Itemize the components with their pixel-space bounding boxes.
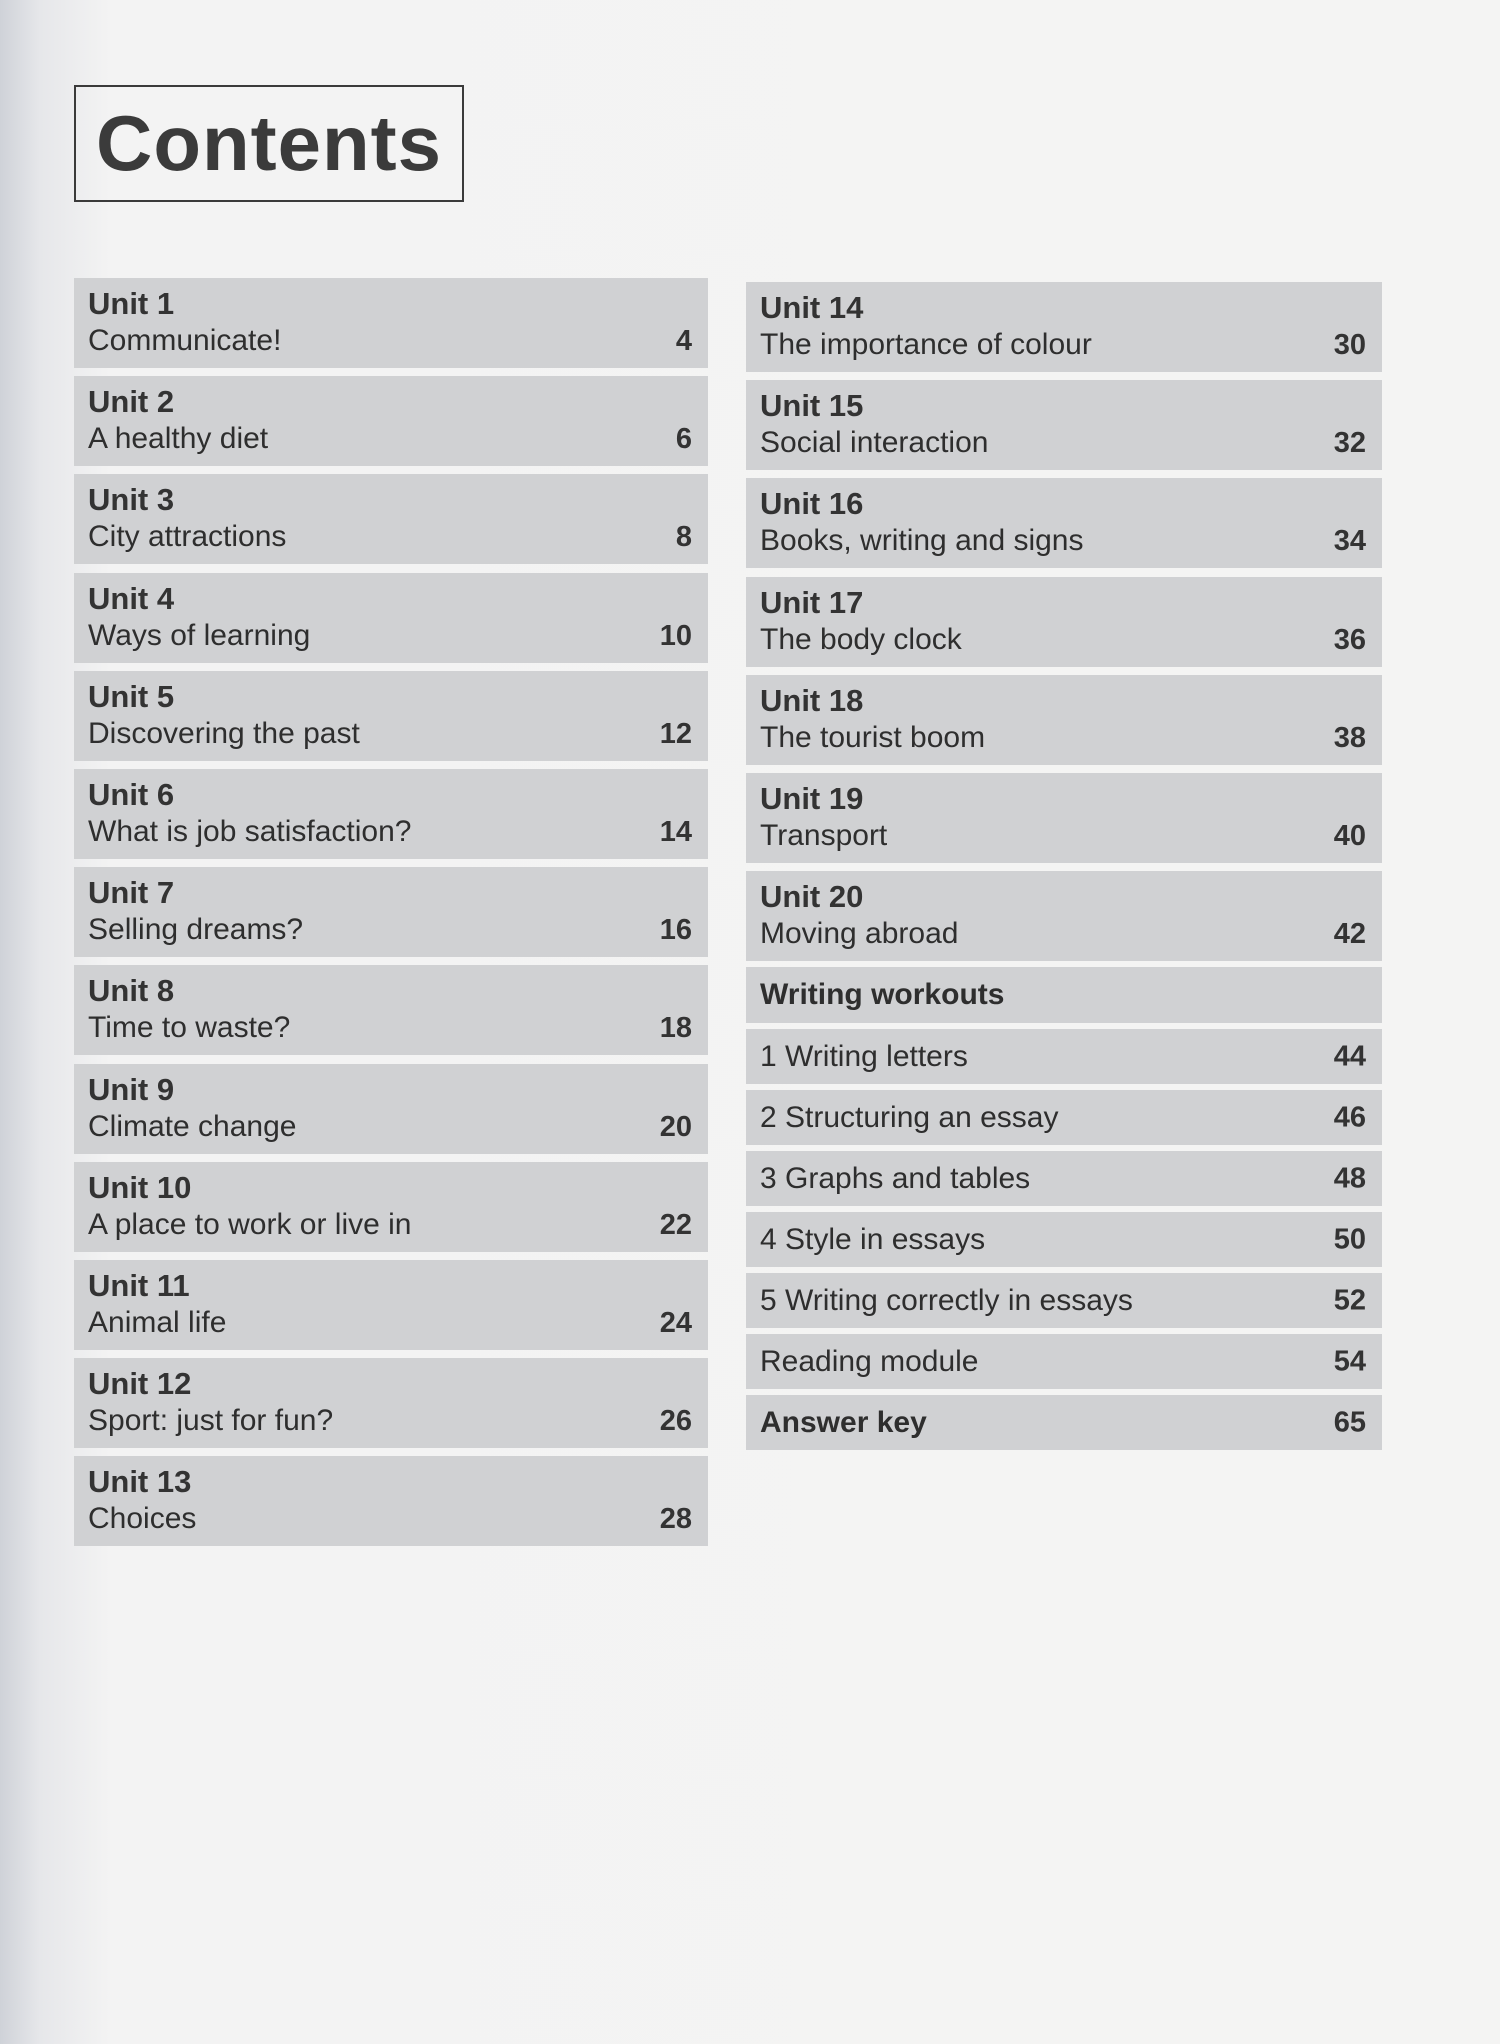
unit-number: Unit 8 — [88, 973, 175, 1008]
page-number: 42 — [1333, 918, 1366, 950]
page-number: 18 — [659, 1012, 692, 1044]
entry-title: 5 Writing correctly in essays — [760, 1283, 1133, 1317]
unit-title: The importance of colour — [760, 328, 1092, 361]
toc-entry[interactable] — [74, 1260, 708, 1350]
unit-number: Unit 9 — [88, 1072, 175, 1107]
toc-entry[interactable] — [746, 675, 1382, 765]
unit-number: Unit 1 — [88, 286, 175, 321]
entry-title: Writing workouts — [760, 978, 1005, 1011]
unit-number: Unit 19 — [760, 781, 864, 816]
unit-title: Books, writing and signs — [760, 524, 1084, 557]
unit-number: Unit 13 — [88, 1464, 192, 1499]
unit-number: Unit 20 — [760, 879, 864, 914]
page-number: 28 — [659, 1503, 692, 1535]
page-number: 26 — [659, 1405, 692, 1437]
page-number: 4 — [675, 325, 692, 357]
unit-number: Unit 17 — [760, 585, 864, 620]
writing-workout-entry[interactable] — [746, 1273, 1382, 1328]
unit-title: Ways of learning — [88, 619, 311, 652]
unit-number: Unit 18 — [760, 683, 864, 718]
toc-entry[interactable] — [74, 965, 708, 1055]
unit-title: Communicate! — [88, 324, 282, 357]
page-number: 65 — [1333, 1406, 1366, 1438]
unit-number: Unit 2 — [88, 384, 175, 419]
page-number: 54 — [1333, 1345, 1366, 1377]
toc-entry[interactable] — [74, 867, 708, 957]
entry-title: Answer key — [760, 1405, 927, 1439]
unit-title: Sport: just for fun? — [88, 1404, 334, 1437]
toc-entry[interactable] — [746, 871, 1382, 961]
page-title: Contents — [96, 99, 442, 187]
page-number: 24 — [659, 1307, 692, 1339]
unit-title: What is job satisfaction? — [88, 815, 412, 848]
reading-module-entry[interactable] — [746, 1334, 1382, 1389]
page-number: 40 — [1333, 820, 1366, 852]
toc-entry[interactable] — [746, 282, 1382, 372]
page-number: 36 — [1333, 624, 1366, 656]
unit-number: Unit 3 — [88, 482, 175, 517]
page-number: 38 — [1333, 722, 1366, 754]
unit-number: Unit 15 — [760, 388, 864, 423]
page-number: 46 — [1333, 1101, 1366, 1133]
unit-number: Unit 10 — [88, 1170, 192, 1205]
unit-title: Discovering the past — [88, 717, 360, 750]
page-number: 22 — [659, 1209, 692, 1241]
writing-workout-entry[interactable] — [746, 1090, 1382, 1145]
page-number: 10 — [659, 620, 692, 652]
page-number: 6 — [675, 423, 692, 455]
unit-title: A place to work or live in — [88, 1208, 412, 1241]
toc-entry[interactable] — [746, 577, 1382, 667]
unit-title: The body clock — [760, 623, 962, 656]
unit-title: Transport — [760, 819, 888, 852]
unit-title: Climate change — [88, 1110, 297, 1143]
toc-entry[interactable] — [74, 474, 708, 564]
unit-title: Time to waste? — [88, 1011, 291, 1044]
page-number: 30 — [1333, 329, 1366, 361]
entry-title: Reading module — [760, 1344, 979, 1378]
unit-number: Unit 6 — [88, 777, 175, 812]
toc-entry[interactable] — [74, 1162, 708, 1252]
entry-title: 1 Writing letters — [760, 1039, 968, 1073]
page-number: 16 — [659, 914, 692, 946]
page-number: 12 — [659, 718, 692, 750]
page-number: 52 — [1333, 1284, 1366, 1316]
unit-number: Unit 4 — [88, 581, 175, 616]
answer-key-entry[interactable] — [746, 1395, 1382, 1450]
page-number: 14 — [659, 816, 692, 848]
toc-entry[interactable] — [74, 278, 708, 368]
unit-title: A healthy diet — [88, 422, 269, 455]
unit-title: Animal life — [88, 1306, 227, 1339]
unit-number: Unit 14 — [760, 290, 864, 325]
toc-entry[interactable] — [74, 573, 708, 663]
page-number: 44 — [1333, 1040, 1366, 1072]
page-number: 32 — [1333, 427, 1366, 459]
entry-title: 2 Structuring an essay — [760, 1100, 1059, 1134]
writing-workouts-heading — [746, 967, 1382, 1023]
unit-title: City attractions — [88, 520, 287, 553]
toc-entry[interactable] — [74, 769, 708, 859]
toc-entry[interactable] — [74, 1456, 708, 1546]
toc-entry[interactable] — [746, 478, 1382, 568]
page-number: 34 — [1333, 525, 1366, 557]
writing-workout-entry[interactable] — [746, 1029, 1382, 1084]
page-number: 8 — [675, 521, 692, 553]
unit-title: Social interaction — [760, 426, 989, 459]
toc-entry[interactable] — [746, 773, 1382, 863]
unit-title: The tourist boom — [760, 721, 986, 754]
toc-entry[interactable] — [74, 1064, 708, 1154]
unit-number: Unit 16 — [760, 486, 864, 521]
unit-title: Selling dreams? — [88, 913, 304, 946]
page-number: 48 — [1333, 1162, 1366, 1194]
entry-title: 3 Graphs and tables — [760, 1161, 1031, 1195]
writing-workout-entry[interactable] — [746, 1212, 1382, 1267]
unit-number: Unit 11 — [88, 1268, 190, 1303]
toc-entry[interactable] — [74, 671, 708, 761]
toc-entry[interactable] — [746, 380, 1382, 470]
unit-number: Unit 7 — [88, 875, 175, 910]
entry-title: 4 Style in essays — [760, 1222, 986, 1256]
contents-title-box — [74, 85, 464, 202]
writing-workout-entry[interactable] — [746, 1151, 1382, 1206]
page-number: 20 — [659, 1111, 692, 1143]
unit-title: Moving abroad — [760, 917, 959, 950]
unit-number: Unit 5 — [88, 679, 175, 714]
toc-entry[interactable] — [74, 1358, 708, 1448]
unit-number: Unit 12 — [88, 1366, 192, 1401]
page-number: 50 — [1333, 1223, 1366, 1255]
toc-entry[interactable] — [74, 376, 708, 466]
unit-title: Choices — [88, 1502, 197, 1535]
